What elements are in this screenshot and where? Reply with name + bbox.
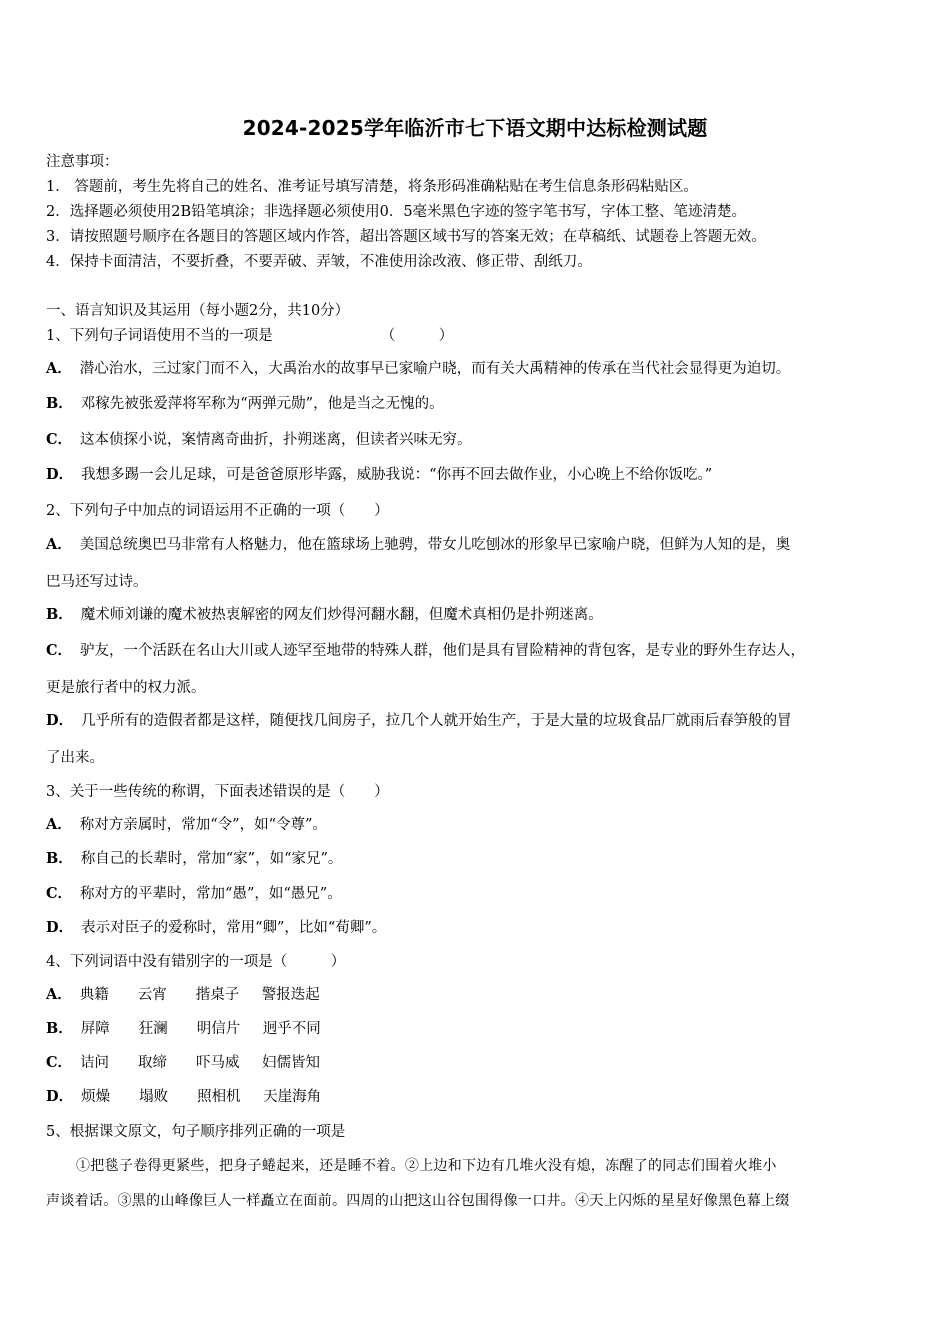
notice-item: 1． 答题前，考生先将自己的姓名、准考证号填写清楚，将条形码准确粘贴在考生信息条形码粘贴区。 xyxy=(46,179,698,195)
option-text: 驴友，一个活跃在名山大川或人迹罕至地带的特殊人群，他们是具有冒险精神的背包客，是专业的野外生存达人， xyxy=(80,643,806,659)
option-word: 妇儒皆知 xyxy=(262,1055,321,1071)
question-2-stem: 2、下列句子中加点的词语运用不正确的一项（ ） xyxy=(46,503,389,519)
option-label: B． xyxy=(46,606,73,623)
page-title: 2024-2025学年临沂市七下语文期中达标检测试题 xyxy=(242,116,708,140)
option-label: A． xyxy=(46,536,72,553)
option-label: D． xyxy=(46,919,74,936)
option-text: 邓稼先被张爱萍将军称为“两弹元勋”，他是当之无愧的。 xyxy=(80,396,444,412)
option-word: 天崖海角 xyxy=(263,1089,322,1105)
notice-item: 2．选择题必须使用2B铅笔填涂；非选择题必须使用0．5毫米黑色字迹的签字笔书写，字体工整、笔迹清楚。 xyxy=(46,204,747,220)
q2-option-c-cont: 更是旅行者中的权力派。 xyxy=(46,680,206,696)
q2-option-a-cont: 巴马还写过诗。 xyxy=(46,574,148,590)
q3-option-c xyxy=(46,884,342,904)
question-5-stem: 5、根据课文原文，句子顺序排列正确的一项是 xyxy=(46,1124,346,1140)
option-word: 警报迭起 xyxy=(261,987,320,1003)
option-word: 典籍 xyxy=(79,987,109,1003)
option-label: C． xyxy=(46,1054,73,1071)
q1-option-c xyxy=(46,430,472,450)
q1-option-a xyxy=(46,359,790,379)
option-word: 迥乎不同 xyxy=(262,1021,321,1037)
option-word: 吓马威 xyxy=(196,1055,240,1071)
q5-passage: ①把毯子卷得更紧些，把身子蜷起来，还是睡不着。②上边和下边有几堆火没有熄，冻醒了的同志们围着火堆小 xyxy=(76,1158,777,1174)
option-text: 称对方的平辈时，常加“愚”，如“愚兄”。 xyxy=(80,886,342,902)
option-word: 明信片 xyxy=(196,1021,241,1037)
option-text: 潜心治水，三过家门而不入，大禹治水的故事早已家喻户晓，而有关大禹精神的传承在当代社会显得更为迫切。 xyxy=(79,361,791,377)
option-word: 诘问 xyxy=(80,1055,110,1071)
q4-option-b xyxy=(46,1019,321,1039)
question-1-stem xyxy=(46,326,453,346)
option-word: 揩桌子 xyxy=(195,987,240,1003)
option-word: 狂澜 xyxy=(138,1021,168,1037)
option-label: A． xyxy=(46,360,72,377)
notice-heading: 注意事项： xyxy=(46,154,119,170)
option-label: C． xyxy=(46,431,73,448)
option-label: D． xyxy=(46,712,74,729)
q4-option-d xyxy=(46,1087,321,1107)
notice-item: 4．保持卡面清洁，不要折叠，不要弄破、弄皱，不准使用涂改液、修正带、刮纸刀。 xyxy=(46,254,592,270)
option-text: 称对方亲属时，常加“令”，如“令尊”。 xyxy=(79,817,327,833)
q5-passage-cont: 声谈着话。③黑的山峰像巨人一样矗立在面前。四周的山把这山谷包围得像一口井。④天上闪烁的星星好像黑色幕上缀 xyxy=(46,1193,790,1209)
option-text: 称自己的长辈时，常加“家”，如“家兄”。 xyxy=(80,851,343,867)
option-word: 塌败 xyxy=(139,1089,169,1105)
q2-option-a xyxy=(46,535,790,555)
answer-paren: （ ） xyxy=(380,328,454,344)
option-label: A． xyxy=(46,816,72,833)
option-word: 屏障 xyxy=(80,1021,110,1037)
option-text: 美国总统奥巴马非常有人格魅力，他在篮球场上驰骋，带女儿吃刨冰的形象早已家喻户晓，但鲜为人知的是，奥 xyxy=(79,537,791,553)
option-text: 我想多踢一会儿足球，可是爸爸原形毕露，威胁我说：“你再不回去做作业，小心晚上不给你饭吃。” xyxy=(81,467,713,483)
option-label: B． xyxy=(46,395,73,412)
option-label: C． xyxy=(46,642,73,659)
option-word: 取缔 xyxy=(138,1055,168,1071)
q3-option-b xyxy=(46,849,342,869)
option-word: 照相机 xyxy=(197,1089,241,1105)
option-word: 烦燥 xyxy=(81,1089,111,1105)
option-label: B． xyxy=(46,1020,73,1037)
option-label: C． xyxy=(46,885,73,902)
option-label: B． xyxy=(46,850,73,867)
q3-option-a xyxy=(46,815,327,835)
q1-option-d xyxy=(46,465,712,485)
q2-option-b xyxy=(46,605,603,625)
q1-option-b xyxy=(46,394,444,414)
option-text: 这本侦探小说，案情离奇曲折，扑朔迷离，但读者兴味无穷。 xyxy=(80,432,472,448)
option-label: A． xyxy=(46,986,72,1003)
question-stem-text: 1、下列句子词语使用不当的一项是 xyxy=(46,328,273,344)
q2-option-d-cont: 了出来。 xyxy=(46,750,104,766)
option-label: D． xyxy=(46,466,74,483)
option-text: 表示对臣子的爱称时，常用“卿”，比如“荀卿”。 xyxy=(81,920,387,936)
question-4-stem: 4、下列词语中没有错别字的一项是（ ） xyxy=(46,954,346,970)
q2-option-c xyxy=(46,641,805,661)
option-text: 魔术师刘谦的魔术被热衷解密的网友们炒得河翻水翻，但魔术真相仍是扑朔迷离。 xyxy=(80,607,603,623)
option-label: D． xyxy=(46,1088,74,1105)
q2-option-d xyxy=(46,711,792,731)
notice-item: 3．请按照题号顺序在各题目的答题区域内作答，超出答题区域书写的答案无效；在草稿纸、试题卷上答题无效。 xyxy=(46,229,766,245)
q4-option-c xyxy=(46,1053,320,1073)
option-word: 云宵 xyxy=(137,987,167,1003)
q4-option-a xyxy=(46,985,320,1005)
option-text: 几乎所有的造假者都是这样，随便找几间房子，拉几个人就开始生产，于是大量的垃圾食品厂就雨后春笋般的冒 xyxy=(81,713,792,729)
question-3-stem: 3、关于一些传统的称谓，下面表述错误的是（ ） xyxy=(46,784,389,800)
section-heading: 一、语言知识及其运用（每小题2分，共10分） xyxy=(46,303,350,319)
q3-option-d xyxy=(46,918,386,938)
